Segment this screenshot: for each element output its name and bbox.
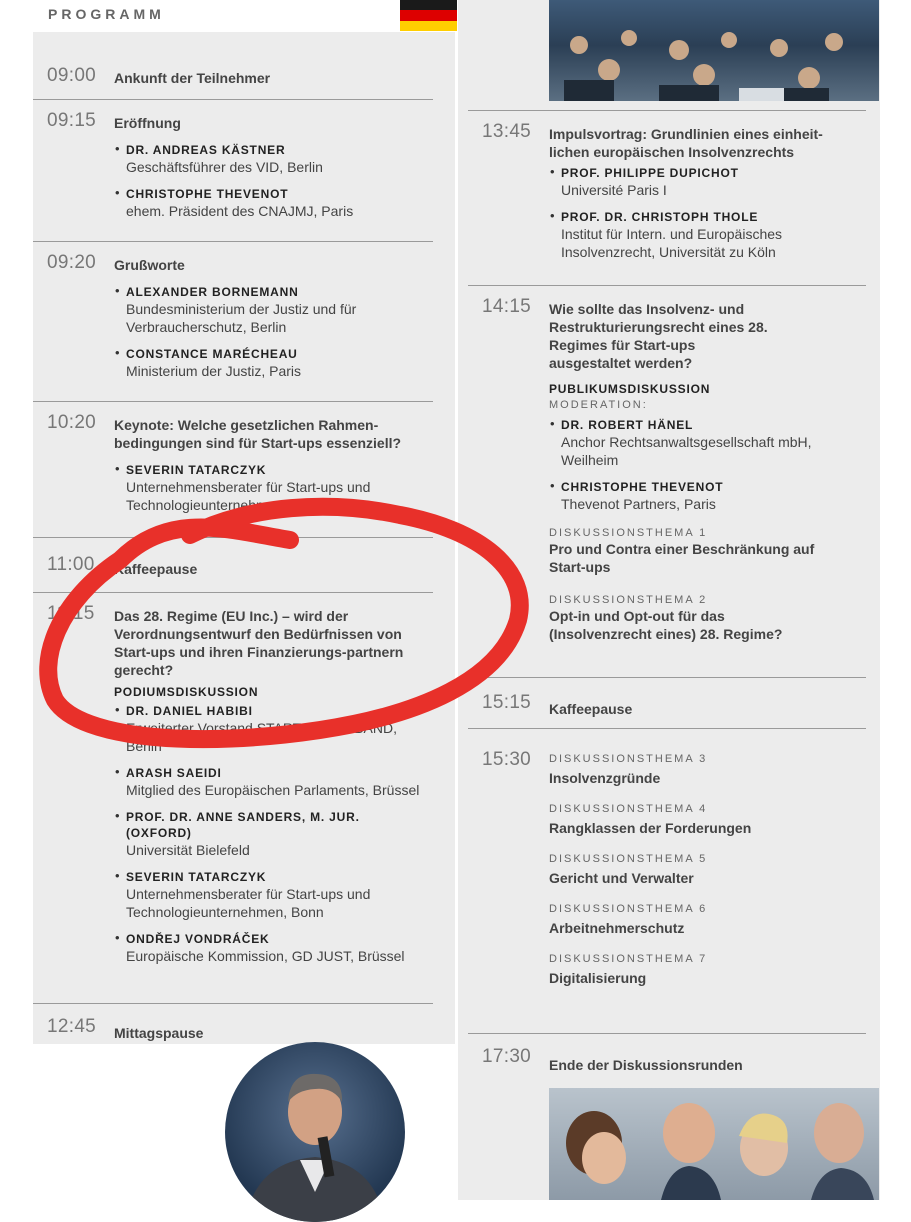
speaker-affiliation: Thevenot Partners, Paris	[561, 496, 716, 512]
speaker-name: • PROF. DR. ANNE SANDERS, M. JUR. (OXFORD)	[126, 810, 360, 840]
speaker	[561, 165, 866, 199]
discussion-theme-title: Digitalisierung	[549, 970, 647, 986]
speaker	[126, 703, 433, 755]
speaker	[126, 462, 433, 514]
speaker-portrait-photo	[225, 1042, 405, 1222]
speaker	[126, 284, 433, 336]
entry-time: 13:45	[482, 121, 532, 142]
speaker-affiliation: Erweiterter Vorstand STARTUP-VERBAND, Berlin	[126, 720, 398, 754]
entry-time: 09:20	[47, 252, 97, 273]
speaker	[561, 209, 866, 261]
speaker-affiliation: ehem. Präsident des CNAJMJ, Paris	[126, 203, 354, 219]
speaker-name: • ALEXANDER BORNEMANN	[126, 285, 299, 299]
entry-time: 12:45	[47, 1016, 97, 1037]
entry-title: Eröffnung	[114, 115, 181, 131]
entry-title: Grußworte	[114, 257, 185, 273]
speaker	[126, 765, 433, 799]
speaker	[126, 809, 433, 859]
discussion-theme-title: Gericht und Verwalter	[549, 870, 694, 886]
discussion-theme-label: DISKUSSIONSTHEMA 3	[549, 753, 708, 765]
speaker-name: • ONDŘEJ VONDRÁČEK	[126, 932, 270, 946]
speaker-name: • DR. DANIEL HABIBI	[126, 704, 253, 718]
speaker	[126, 142, 433, 176]
program-entry	[468, 729, 866, 1034]
entry-time: 09:00	[47, 65, 97, 86]
discussion-theme-title: Rangklassen der Forderungen	[549, 820, 752, 836]
program-entry	[33, 1004, 433, 1054]
section-heading: PROGRAMM	[48, 6, 165, 22]
speaker-affiliation: Institut für Intern. und Europäisches Insolvenzrecht, Universität zu Köln	[561, 226, 783, 260]
speaker-affiliation: Geschäftsführer des VID, Berlin	[126, 159, 323, 175]
entry-title: Impulsvortrag: Grundlinien eines einheit-lichen europäischen Insolvenzrechts	[549, 126, 823, 160]
entry-time: 10:20	[47, 412, 97, 433]
speaker-name: • ARASH SAEIDI	[126, 766, 222, 780]
speaker-affiliation: Universität Bielefeld	[126, 842, 250, 858]
german-flag-icon	[400, 0, 457, 31]
speaker-affiliation: Mitglied des Europäischen Parlaments, Brüssel	[126, 782, 420, 798]
session-format: PUBLIKUMSDISKUSSION	[549, 382, 711, 396]
discussion-theme-label: DISKUSSIONSTHEMA 5	[549, 853, 708, 865]
program-entry	[33, 402, 433, 538]
entry-time: 11:15	[47, 603, 95, 624]
session-format: PODIUMSDISKUSSION	[114, 685, 259, 699]
discussion-theme-label: DISKUSSIONSTHEMA 4	[549, 803, 708, 815]
speaker-affiliation: Université Paris I	[561, 182, 667, 198]
speaker-name: • PROF. PHILIPPE DUPICHOT	[561, 166, 739, 180]
discussion-theme-title: Opt-in und Opt-out für das (Insolvenzrecht eines) 28. Regime?	[549, 608, 783, 642]
speaker	[561, 417, 866, 469]
discussion-theme-label: DISKUSSIONSTHEMA 7	[549, 953, 708, 965]
program-entry	[468, 678, 866, 729]
entry-title: Wie sollte das Insolvenz- und Restrukturierungsrecht eines 28. Regimes für Start-ups ausgestaltet werden?	[549, 301, 768, 371]
entry-time: 15:15	[482, 692, 532, 713]
entry-time: 14:15	[482, 296, 532, 317]
discussion-theme-label: DISKUSSIONSTHEMA 6	[549, 903, 708, 915]
entry-time: 11:00	[47, 554, 95, 575]
entry-time: 15:30	[482, 749, 532, 770]
program-entry	[468, 1034, 866, 1084]
entry-title: Ankunft der Teilnehmer	[114, 70, 271, 86]
speaker-name: • SEVERIN TATARCZYK	[126, 463, 267, 477]
speaker-name: • DR. ROBERT HÄNEL	[561, 418, 694, 432]
entry-title: Kaffeepause	[549, 701, 633, 717]
speaker-name: • CHRISTOPHE THEVENOT	[126, 187, 289, 201]
entry-title: Das 28. Regime (EU Inc.) – wird der Verordnungsentwurf den Bedürfnissen von Start-ups und ihren Finanzierungs-partnern gerecht?	[114, 608, 404, 678]
conference-audience-photo	[549, 0, 879, 101]
left-program-column	[33, 55, 433, 1054]
program-entry	[33, 242, 433, 402]
entry-time: 09:15	[47, 110, 97, 131]
entry-title: Ende der Diskussionsrunden	[549, 1057, 743, 1073]
speaker-affiliation: Unternehmensberater für Start-ups und Technologieunternehmen, Bonn	[126, 886, 371, 920]
program-entry	[468, 286, 866, 678]
program-entry	[33, 100, 433, 242]
speaker	[126, 186, 433, 220]
speaker-affiliation: Bundesministerium der Justiz und für Verbraucherschutz, Berlin	[126, 301, 357, 335]
speaker-name: • PROF. DR. CHRISTOPH THOLE	[561, 210, 759, 224]
speaker-affiliation: Anchor Rechtsanwaltsgesellschaft mbH, Weilheim	[561, 434, 812, 468]
right-program-column	[468, 110, 866, 1084]
speaker-affiliation: Unternehmensberater für Start-ups und Technologieunternehmen, Bonn	[126, 479, 371, 513]
program-entry	[33, 593, 433, 1004]
program-entry	[33, 55, 433, 100]
speaker-affiliation: Ministerium der Justiz, Paris	[126, 363, 302, 379]
program-entry	[33, 538, 433, 593]
speaker-name: • SEVERIN TATARCZYK	[126, 870, 267, 884]
discussion-theme-label: DISKUSSIONSTHEMA 1	[549, 527, 708, 539]
speaker	[126, 869, 433, 921]
entry-title: Keynote: Welche gesetzlichen Rahmen-bedingungen sind für Start-ups essenziell?	[114, 417, 402, 451]
moderation-label: MODERATION:	[549, 399, 648, 411]
speaker	[126, 931, 433, 965]
discussion-theme-label: DISKUSSIONSTHEMA 2	[549, 594, 708, 606]
discussion-group-photo	[549, 1088, 879, 1200]
speaker	[126, 346, 433, 380]
discussion-theme-title: Insolvenzgründe	[549, 770, 661, 786]
speaker-name: • CONSTANCE MARÉCHEAU	[126, 347, 298, 361]
speaker-name: • DR. ANDREAS KÄSTNER	[126, 143, 286, 157]
speaker-name: • CHRISTOPHE THEVENOT	[561, 480, 724, 494]
entry-time: 17:30	[482, 1046, 532, 1067]
entry-title: Mittagspause	[114, 1025, 204, 1041]
discussion-theme-title: Arbeitnehmerschutz	[549, 920, 685, 936]
speaker-affiliation: Europäische Kommission, GD JUST, Brüssel	[126, 948, 405, 964]
discussion-theme-title: Pro und Contra einer Beschränkung auf Start-ups	[549, 541, 815, 575]
entry-title: Kaffeepause	[114, 561, 198, 577]
program-entry	[468, 110, 866, 286]
speaker	[561, 479, 866, 513]
